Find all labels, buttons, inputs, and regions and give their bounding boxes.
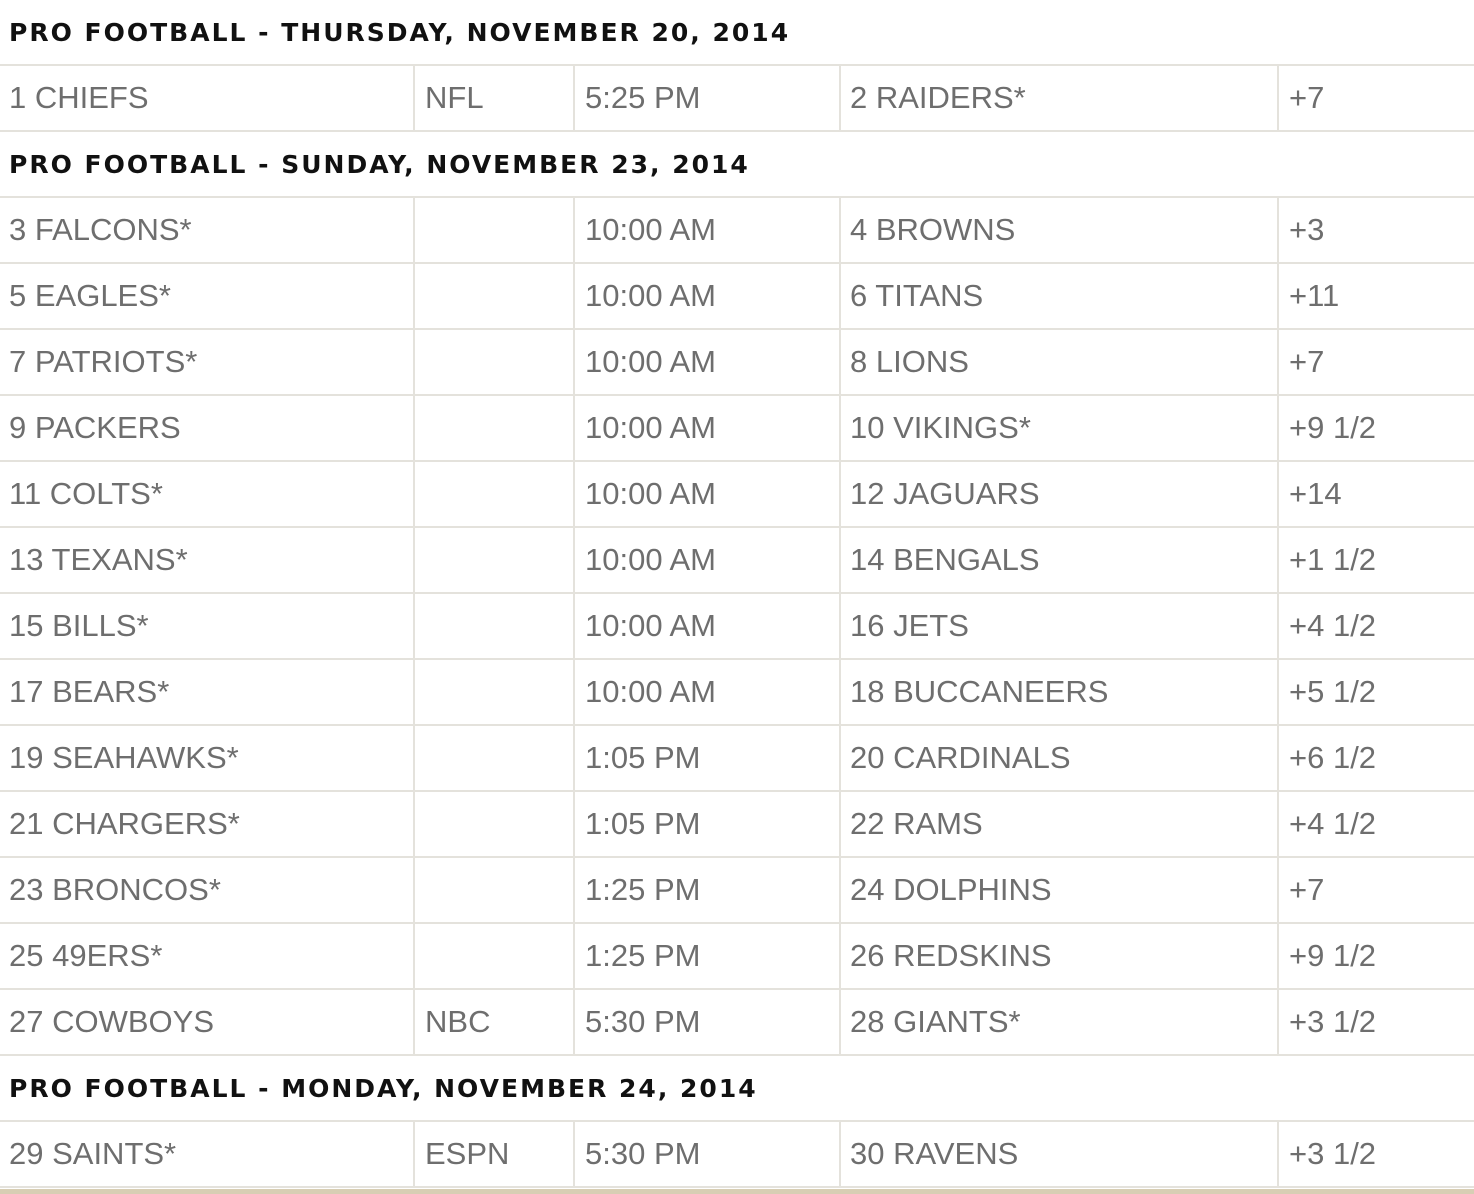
home-team-cell: 30 RAVENS bbox=[839, 1122, 1277, 1186]
point-spread-cell: +7 bbox=[1277, 330, 1474, 394]
game-row bbox=[0, 264, 1474, 330]
home-team-cell: 10 VIKINGS* bbox=[839, 396, 1277, 460]
network-cell bbox=[413, 330, 573, 394]
home-team-cell: 28 GIANTS* bbox=[839, 990, 1277, 1054]
point-spread-cell: +6 1/2 bbox=[1277, 726, 1474, 790]
point-spread-cell: +4 1/2 bbox=[1277, 594, 1474, 658]
bottom-accent-bar bbox=[0, 1189, 1474, 1194]
home-team-cell: 24 DOLPHINS bbox=[839, 858, 1277, 922]
home-team-cell: 12 JAGUARS bbox=[839, 462, 1277, 526]
game-row bbox=[0, 396, 1474, 462]
away-team-cell: 17 BEARS* bbox=[9, 674, 170, 709]
kickoff-time-cell: 10:00 AM bbox=[573, 396, 839, 460]
network-cell: NBC bbox=[413, 990, 573, 1054]
game-row bbox=[0, 462, 1474, 528]
section-header: PRO FOOTBALL - THURSDAY, NOVEMBER 20, 2014 bbox=[0, 0, 1474, 66]
network-cell bbox=[413, 264, 573, 328]
game-row bbox=[0, 1122, 1474, 1188]
section-header: PRO FOOTBALL - MONDAY, NOVEMBER 24, 2014 bbox=[0, 1056, 1474, 1122]
away-team-cell: 5 EAGLES* bbox=[9, 278, 171, 313]
away-team-cell: 9 PACKERS bbox=[9, 410, 181, 445]
away-team-cell: 19 SEAHAWKS* bbox=[9, 740, 239, 775]
away-team-cell: 15 BILLS* bbox=[9, 608, 149, 643]
point-spread-cell: +4 1/2 bbox=[1277, 792, 1474, 856]
network-cell: NFL bbox=[413, 66, 573, 130]
game-row bbox=[0, 990, 1474, 1056]
home-team-cell: 14 BENGALS bbox=[839, 528, 1277, 592]
kickoff-time-cell: 1:25 PM bbox=[573, 858, 839, 922]
kickoff-time-cell: 1:05 PM bbox=[573, 726, 839, 790]
game-row bbox=[0, 858, 1474, 924]
network-cell bbox=[413, 396, 573, 460]
game-row bbox=[0, 330, 1474, 396]
kickoff-time-cell: 1:05 PM bbox=[573, 792, 839, 856]
network-cell bbox=[413, 858, 573, 922]
home-team-cell: 2 RAIDERS* bbox=[839, 66, 1277, 130]
home-team-cell: 20 CARDINALS bbox=[839, 726, 1277, 790]
kickoff-time-cell: 10:00 AM bbox=[573, 462, 839, 526]
game-row bbox=[0, 528, 1474, 594]
network-cell bbox=[413, 924, 573, 988]
point-spread-cell: +9 1/2 bbox=[1277, 396, 1474, 460]
network-cell bbox=[413, 198, 573, 262]
point-spread-cell: +9 1/2 bbox=[1277, 924, 1474, 988]
away-team-cell: 29 SAINTS* bbox=[9, 1136, 177, 1171]
game-row bbox=[0, 594, 1474, 660]
home-team-cell: 4 BROWNS bbox=[839, 198, 1277, 262]
kickoff-time-cell: 10:00 AM bbox=[573, 198, 839, 262]
away-team-cell: 11 COLTS* bbox=[9, 476, 163, 511]
point-spread-cell: +11 bbox=[1277, 264, 1474, 328]
network-cell bbox=[413, 660, 573, 724]
away-team-cell: 3 FALCONS* bbox=[9, 212, 192, 247]
point-spread-cell: +7 bbox=[1277, 858, 1474, 922]
home-team-cell: 8 LIONS bbox=[839, 330, 1277, 394]
home-team-cell: 26 REDSKINS bbox=[839, 924, 1277, 988]
point-spread-cell: +14 bbox=[1277, 462, 1474, 526]
point-spread-cell: +3 1/2 bbox=[1277, 990, 1474, 1054]
game-row bbox=[0, 660, 1474, 726]
game-row bbox=[0, 924, 1474, 990]
away-team-cell: 1 CHIEFS bbox=[9, 80, 149, 115]
game-row bbox=[0, 726, 1474, 792]
kickoff-time-cell: 5:30 PM bbox=[573, 1122, 839, 1186]
kickoff-time-cell: 10:00 AM bbox=[573, 660, 839, 724]
away-team-cell: 21 CHARGERS* bbox=[9, 806, 240, 841]
kickoff-time-cell: 10:00 AM bbox=[573, 264, 839, 328]
kickoff-time-cell: 10:00 AM bbox=[573, 330, 839, 394]
away-team-cell: 27 COWBOYS bbox=[9, 1004, 214, 1039]
game-row bbox=[0, 198, 1474, 264]
away-team-cell: 13 TEXANS* bbox=[9, 542, 188, 577]
game-row bbox=[0, 792, 1474, 858]
kickoff-time-cell: 5:30 PM bbox=[573, 990, 839, 1054]
kickoff-time-cell: 5:25 PM bbox=[573, 66, 839, 130]
point-spread-cell: +3 bbox=[1277, 198, 1474, 262]
network-cell bbox=[413, 594, 573, 658]
game-row bbox=[0, 66, 1474, 132]
kickoff-time-cell: 1:25 PM bbox=[573, 924, 839, 988]
network-cell bbox=[413, 726, 573, 790]
point-spread-cell: +7 bbox=[1277, 66, 1474, 130]
network-cell: ESPN bbox=[413, 1122, 573, 1186]
network-cell bbox=[413, 528, 573, 592]
away-team-cell: 25 49ERS* bbox=[9, 938, 163, 973]
point-spread-cell: +1 1/2 bbox=[1277, 528, 1474, 592]
home-team-cell: 18 BUCCANEERS bbox=[839, 660, 1277, 724]
kickoff-time-cell: 10:00 AM bbox=[573, 528, 839, 592]
home-team-cell: 22 RAMS bbox=[839, 792, 1277, 856]
home-team-cell: 16 JETS bbox=[839, 594, 1277, 658]
section-header: PRO FOOTBALL - SUNDAY, NOVEMBER 23, 2014 bbox=[0, 132, 1474, 198]
away-team-cell: 7 PATRIOTS* bbox=[9, 344, 198, 379]
home-team-cell: 6 TITANS bbox=[839, 264, 1277, 328]
away-team-cell: 23 BRONCOS* bbox=[9, 872, 221, 907]
network-cell bbox=[413, 792, 573, 856]
kickoff-time-cell: 10:00 AM bbox=[573, 594, 839, 658]
network-cell bbox=[413, 462, 573, 526]
point-spread-cell: +5 1/2 bbox=[1277, 660, 1474, 724]
point-spread-cell: +3 1/2 bbox=[1277, 1122, 1474, 1186]
